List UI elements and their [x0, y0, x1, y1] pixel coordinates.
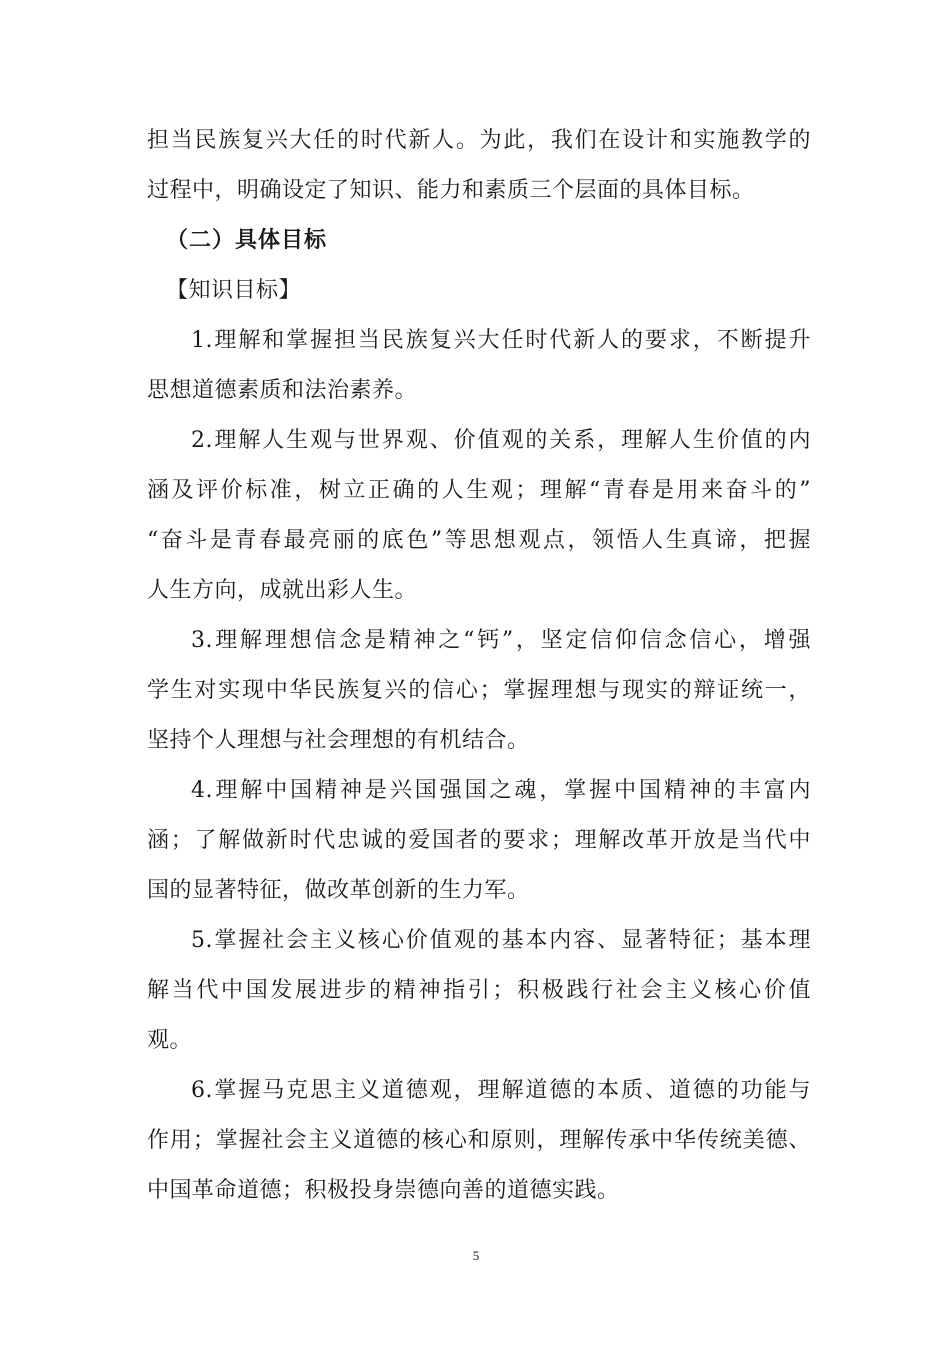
item-4-line-3: 国的显著特征，做改革创新的生力军。: [147, 878, 530, 903]
intro-line-1: 担当民族复兴大任的时代新人。为此，我们在设计和实施教学的: [147, 128, 811, 153]
item-1-line-1: 1.理解和掌握担当民族复兴大任时代新人的要求，不断提升: [191, 328, 811, 353]
item-2-line-3: “奋斗是青春最亮丽的底色”等思想观点，领悟人生真谛，把握: [147, 528, 811, 553]
item-5-line-2: 解当代中国发展进步的精神指引；积极践行社会主义核心价值: [147, 978, 811, 1003]
item-1-line-2: 思想道德素质和法治素养。: [147, 378, 418, 403]
page-number: 5: [472, 1248, 480, 1263]
item-4-line-1: 4.理解中国精神是兴国强国之魂，掌握中国精神的丰富内: [191, 778, 811, 803]
section-heading: （二）具体目标: [166, 228, 328, 253]
item-5-line-3: 观。: [147, 1028, 193, 1053]
item-2-line-4: 人生方向，成就出彩人生。: [147, 578, 418, 603]
item-3-line-2: 学生对实现中华民族复兴的信心；掌握理想与现实的辩证统一，: [147, 678, 811, 703]
item-6-line-3: 中国革命道德；积极投身崇德向善的道德实践。: [147, 1178, 620, 1203]
item-3-line-1: 3.理解理想信念是精神之“钙”，坚定信仰信念信心，增强: [191, 628, 811, 653]
item-4-line-2: 涵；了解做新时代忠诚的爱国者的要求；理解改革开放是当代中: [147, 828, 811, 853]
item-2-line-2: 涵及评价标准，树立正确的人生观；理解“青春是用来奋斗的”: [147, 478, 811, 503]
item-5-line-1: 5.掌握社会主义核心价值观的基本内容、显著特征；基本理: [191, 928, 811, 953]
item-2-line-1: 2.理解人生观与世界观、价值观的关系，理解人生价值的内: [191, 428, 811, 453]
item-6-line-2: 作用；掌握社会主义道德的核心和原则，理解传承中华传统美德、: [147, 1128, 811, 1153]
item-3-line-3: 坚持个人理想与社会理想的有机结合。: [147, 728, 530, 753]
subsection-label: 【知识目标】: [166, 278, 302, 303]
item-6-line-1: 6.掌握马克思主义道德观，理解道德的本质、道德的功能与: [191, 1078, 811, 1103]
intro-line-2: 过程中，明确设定了知识、能力和素质三个层面的具体目标。: [147, 178, 755, 203]
